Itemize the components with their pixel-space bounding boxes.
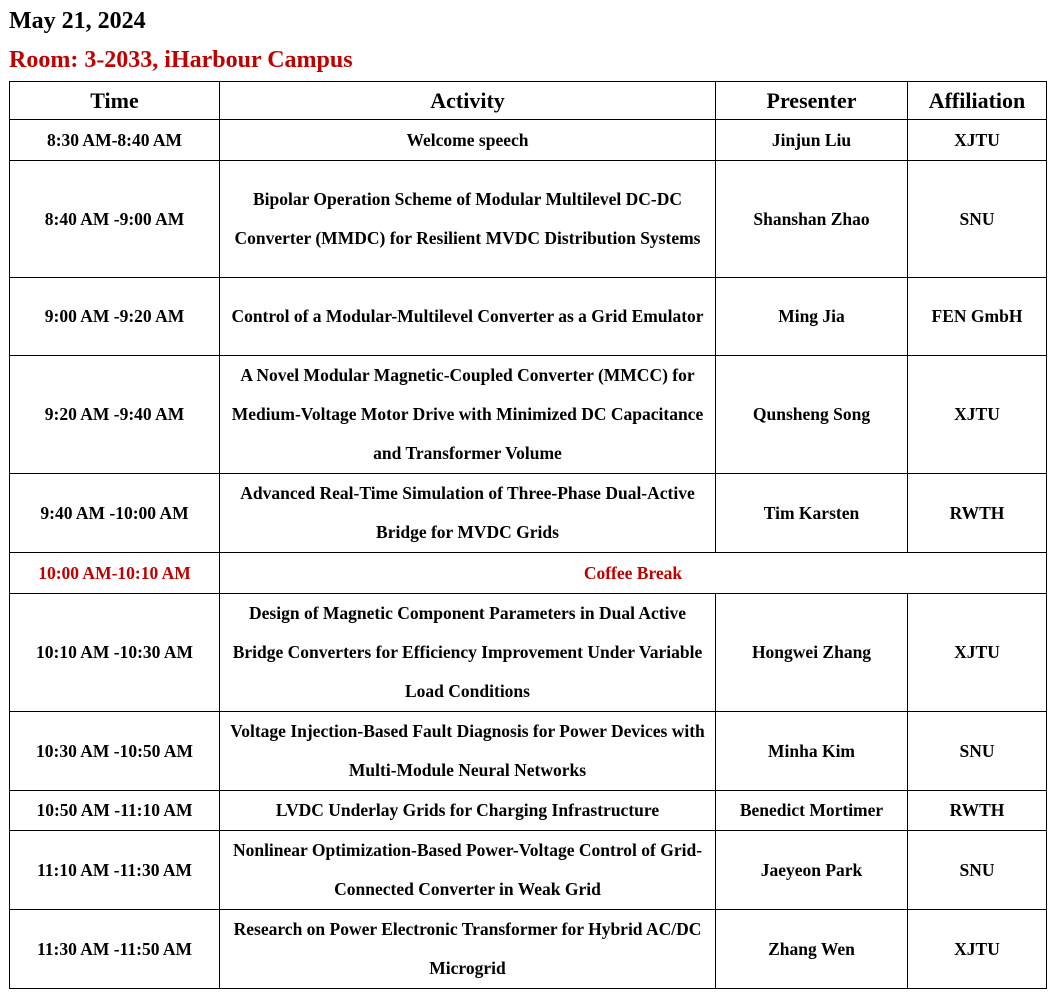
table-row: [10, 278, 1047, 356]
cell-break-activity: Coffee Break: [220, 553, 1047, 594]
column-header-activity: Activity: [220, 82, 716, 120]
cell-time: 9:20 AM -9:40 AM: [10, 356, 220, 474]
cell-time: 10:50 AM -11:10 AM: [10, 791, 220, 831]
coffee-break-row: [10, 553, 1047, 594]
cell-presenter: Jaeyeon Park: [716, 831, 908, 910]
cell-time: 9:40 AM -10:00 AM: [10, 474, 220, 553]
cell-presenter: Shanshan Zhao: [716, 161, 908, 278]
cell-presenter: Ming Jia: [716, 278, 908, 356]
cell-time: 10:30 AM -10:50 AM: [10, 712, 220, 791]
cell-time: 11:10 AM -11:30 AM: [10, 831, 220, 910]
cell-affiliation: XJTU: [908, 356, 1047, 474]
cell-time: 11:30 AM -11:50 AM: [10, 910, 220, 989]
cell-activity: Control of a Modular-Multilevel Converter as a Grid Emulator: [220, 278, 716, 356]
cell-affiliation: RWTH: [908, 791, 1047, 831]
cell-time: 8:30 AM-8:40 AM: [10, 120, 220, 161]
cell-activity: Nonlinear Optimization-Based Power-Voltage Control of Grid-Connected Converter in Weak Grid: [220, 831, 716, 910]
cell-affiliation: SNU: [908, 161, 1047, 278]
cell-presenter: Jinjun Liu: [716, 120, 908, 161]
cell-affiliation: SNU: [908, 712, 1047, 791]
column-header-time: Time: [10, 82, 220, 120]
cell-activity: Design of Magnetic Component Parameters in Dual Active Bridge Converters for Efficiency Improvement Under Variable Load Conditions: [220, 594, 716, 712]
table-row: [10, 712, 1047, 791]
cell-activity: Welcome speech: [220, 120, 716, 161]
table-row: [10, 161, 1047, 278]
cell-affiliation: RWTH: [908, 474, 1047, 553]
cell-presenter: Tim Karsten: [716, 474, 908, 553]
cell-presenter: Hongwei Zhang: [716, 594, 908, 712]
session-date: May 21, 2024: [9, 8, 146, 34]
cell-time: 8:40 AM -9:00 AM: [10, 161, 220, 278]
table-row: [10, 474, 1047, 553]
cell-activity: LVDC Underlay Grids for Charging Infrastructure: [220, 791, 716, 831]
cell-time: 10:10 AM -10:30 AM: [10, 594, 220, 712]
table-row: [10, 791, 1047, 831]
schedule-table: [9, 81, 1047, 989]
session-room: Room: 3-2033, iHarbour Campus: [9, 47, 353, 73]
cell-presenter: Qunsheng Song: [716, 356, 908, 474]
table-header-row: [10, 82, 1047, 120]
table-row: [10, 356, 1047, 474]
cell-activity: Research on Power Electronic Transformer for Hybrid AC/DC Microgrid: [220, 910, 716, 989]
cell-affiliation: XJTU: [908, 594, 1047, 712]
cell-presenter: Minha Kim: [716, 712, 908, 791]
cell-presenter: Zhang Wen: [716, 910, 908, 989]
cell-affiliation: SNU: [908, 831, 1047, 910]
cell-activity: Advanced Real-Time Simulation of Three-Phase Dual-Active Bridge for MVDC Grids: [220, 474, 716, 553]
cell-activity: Voltage Injection-Based Fault Diagnosis for Power Devices with Multi-Module Neural Networks: [220, 712, 716, 791]
table-row: [10, 831, 1047, 910]
cell-presenter: Benedict Mortimer: [716, 791, 908, 831]
column-header-affiliation: Affiliation: [908, 82, 1047, 120]
cell-time: 10:00 AM-10:10 AM: [10, 553, 220, 594]
cell-activity: A Novel Modular Magnetic-Coupled Converter (MMCC) for Medium-Voltage Motor Drive with Minimized DC Capacitance and Transformer Volume: [220, 356, 716, 474]
cell-affiliation: FEN GmbH: [908, 278, 1047, 356]
table-row: [10, 910, 1047, 989]
cell-time: 9:00 AM -9:20 AM: [10, 278, 220, 356]
cell-activity: Bipolar Operation Scheme of Modular Multilevel DC-DC Converter (MMDC) for Resilient MVDC Distribution Systems: [220, 161, 716, 278]
table-row: [10, 594, 1047, 712]
table-row: [10, 120, 1047, 161]
column-header-presenter: Presenter: [716, 82, 908, 120]
cell-affiliation: XJTU: [908, 910, 1047, 989]
cell-affiliation: XJTU: [908, 120, 1047, 161]
